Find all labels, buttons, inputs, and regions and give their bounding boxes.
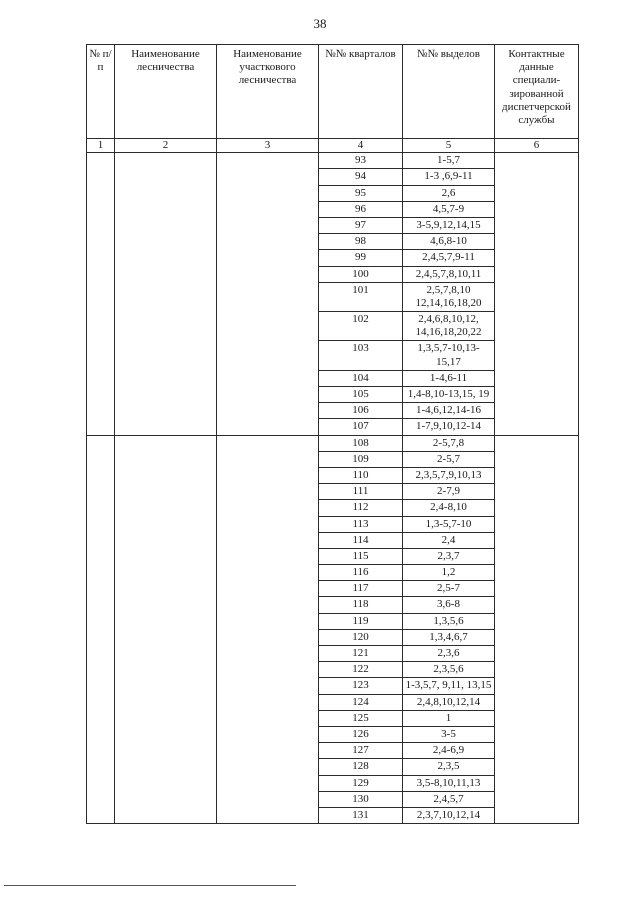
header-number: № п/п (87, 45, 115, 139)
header-plots: №№ выделов (403, 45, 495, 139)
plot-numbers: 1,3,5,6 (403, 613, 495, 629)
quarter-number: 119 (319, 613, 403, 629)
blank-contacts-cell (495, 153, 579, 435)
plot-numbers: 3,5-8,10,11,13 (403, 775, 495, 791)
column-number: 2 (115, 139, 217, 153)
plot-numbers: 2,4,8,10,12,14 (403, 694, 495, 710)
blank-forestry-cell (115, 153, 217, 435)
quarter-number: 113 (319, 516, 403, 532)
quarter-number: 115 (319, 548, 403, 564)
quarter-number: 103 (319, 341, 403, 370)
quarter-number: 99 (319, 250, 403, 266)
quarter-number: 104 (319, 370, 403, 386)
quarter-number: 108 (319, 435, 403, 451)
plot-numbers: 2-7,9 (403, 484, 495, 500)
page-number: 38 (313, 16, 327, 31)
plot-numbers: 2,3,7,10,12,14 (403, 807, 495, 823)
blank-district-cell (217, 435, 319, 824)
header-forestry: Наименование лесничества (115, 45, 217, 139)
blank-number-cell (87, 435, 115, 824)
plot-numbers: 2,4-8,10 (403, 500, 495, 516)
quarter-number: 98 (319, 234, 403, 250)
plot-numbers: 2,3,5,6 (403, 662, 495, 678)
quarter-number: 100 (319, 266, 403, 282)
table-row (87, 153, 579, 169)
forest-register-table (86, 44, 579, 824)
header-dispatch-contacts: Контактные данные специали-зированной диспетчерской службы (495, 45, 579, 139)
column-number: 5 (403, 139, 495, 153)
blank-contacts-cell (495, 435, 579, 824)
quarter-number: 129 (319, 775, 403, 791)
quarter-number: 123 (319, 678, 403, 694)
quarter-number: 112 (319, 500, 403, 516)
plot-numbers: 1-4,6-11 (403, 370, 495, 386)
plot-numbers: 2,4-6,9 (403, 743, 495, 759)
quarter-number: 121 (319, 646, 403, 662)
plot-numbers: 1-4,6,12,14-16 (403, 403, 495, 419)
column-number: 1 (87, 139, 115, 153)
plot-numbers: 1,3,5,7-10,13- 15,17 (403, 341, 495, 370)
column-number-row (87, 139, 579, 153)
quarter-number: 126 (319, 726, 403, 742)
plot-numbers: 2,4,5,7,9-11 (403, 250, 495, 266)
column-number: 4 (319, 139, 403, 153)
plot-numbers: 1-7,9,10,12-14 (403, 419, 495, 435)
plot-numbers: 2,3,6 (403, 646, 495, 662)
plot-numbers: 4,5,7-9 (403, 201, 495, 217)
plot-numbers: 2,3,5 (403, 759, 495, 775)
quarter-number: 94 (319, 169, 403, 185)
quarter-number: 93 (319, 153, 403, 169)
plot-numbers: 3,6-8 (403, 597, 495, 613)
quarter-number: 114 (319, 532, 403, 548)
plot-numbers: 2,5,7,8,10 12,14,16,18,20 (403, 282, 495, 311)
blank-forestry-cell (115, 435, 217, 824)
plot-numbers: 2,3,5,7,9,10,13 (403, 467, 495, 483)
plot-numbers: 1 (403, 710, 495, 726)
plot-numbers: 2,4,5,7 (403, 791, 495, 807)
quarter-number: 96 (319, 201, 403, 217)
quarter-number: 107 (319, 419, 403, 435)
quarter-number: 120 (319, 629, 403, 645)
plot-numbers: 4,6,8-10 (403, 234, 495, 250)
quarter-number: 109 (319, 451, 403, 467)
plot-numbers: 1-3,5,7, 9,11, 13,15 (403, 678, 495, 694)
plot-numbers: 1-5,7 (403, 153, 495, 169)
blank-number-cell (87, 153, 115, 435)
footnote-separator (4, 885, 296, 886)
plot-numbers: 2,6 (403, 185, 495, 201)
quarter-number: 102 (319, 312, 403, 341)
quarter-number: 122 (319, 662, 403, 678)
quarter-number: 117 (319, 581, 403, 597)
quarter-number: 101 (319, 282, 403, 311)
plot-numbers: 2-5,7,8 (403, 435, 495, 451)
quarter-number: 118 (319, 597, 403, 613)
plot-numbers: 1-3 ,6,9-11 (403, 169, 495, 185)
quarter-number: 127 (319, 743, 403, 759)
register-body (87, 153, 579, 824)
blank-district-cell (217, 153, 319, 435)
quarter-number: 128 (319, 759, 403, 775)
quarter-number: 110 (319, 467, 403, 483)
plot-numbers: 2,5-7 (403, 581, 495, 597)
quarter-number: 97 (319, 217, 403, 233)
plot-numbers: 1,3,4,6,7 (403, 629, 495, 645)
table-row (87, 435, 579, 451)
plot-numbers: 2,3,7 (403, 548, 495, 564)
column-number: 3 (217, 139, 319, 153)
quarter-number: 131 (319, 807, 403, 823)
header-row (87, 45, 579, 139)
quarter-number: 111 (319, 484, 403, 500)
quarter-number: 106 (319, 403, 403, 419)
quarter-number: 116 (319, 565, 403, 581)
plot-numbers: 3-5 (403, 726, 495, 742)
plot-numbers: 1,4-8,10-13,15, 19 (403, 387, 495, 403)
quarter-number: 95 (319, 185, 403, 201)
plot-numbers: 2,4,6,8,10,12, 14,16,18,20,22 (403, 312, 495, 341)
header-district-forestry: Наименование участкового лесничества (217, 45, 319, 139)
plot-numbers: 2,4 (403, 532, 495, 548)
plot-numbers: 2-5,7 (403, 451, 495, 467)
header-quarters: №№ кварталов (319, 45, 403, 139)
plot-numbers: 2,4,5,7,8,10,11 (403, 266, 495, 282)
plot-numbers: 1,2 (403, 565, 495, 581)
plot-numbers: 3-5,9,12,14,15 (403, 217, 495, 233)
quarter-number: 130 (319, 791, 403, 807)
plot-numbers: 1,3-5,7-10 (403, 516, 495, 532)
quarter-number: 105 (319, 387, 403, 403)
column-number: 6 (495, 139, 579, 153)
quarter-number: 125 (319, 710, 403, 726)
quarter-number: 124 (319, 694, 403, 710)
